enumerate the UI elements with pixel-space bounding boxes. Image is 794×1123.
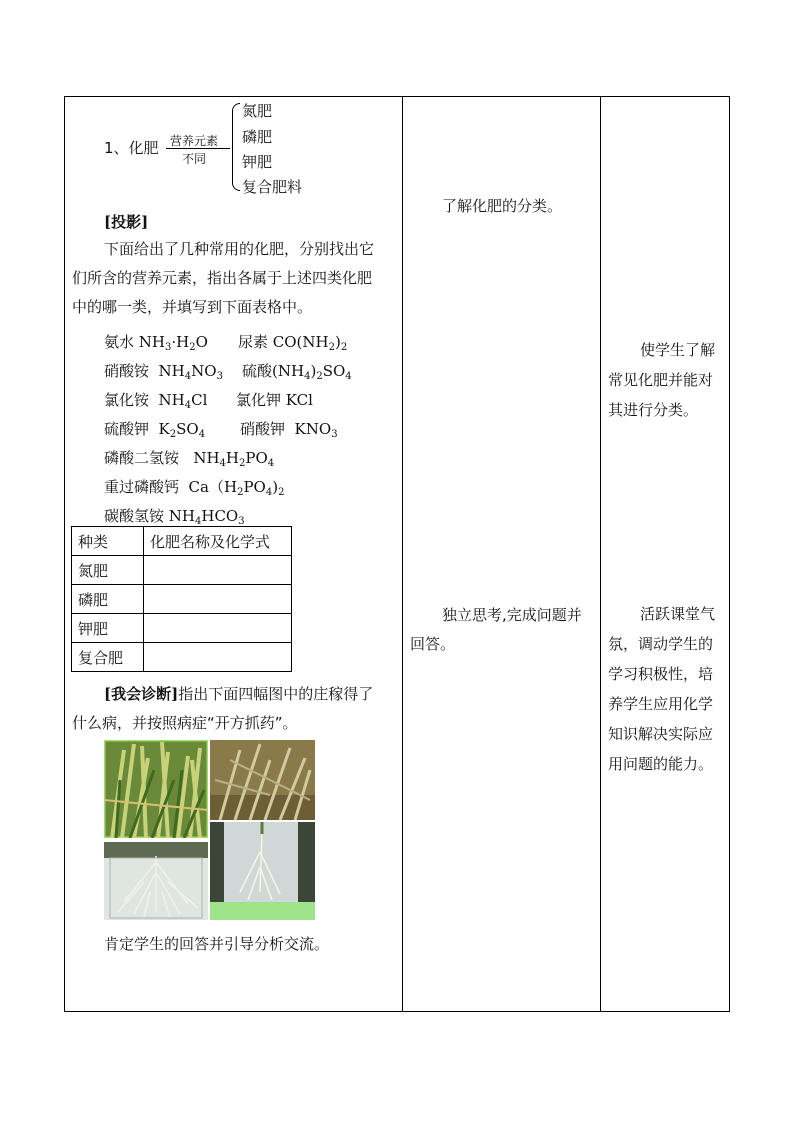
table-header-row xyxy=(72,527,292,556)
projection-heading: [投影] xyxy=(104,213,149,231)
fertilizer-potassium-chloride: 氯化钾 KCl xyxy=(236,391,313,409)
design-intent-1-line-2: 常见化肥并能对 xyxy=(608,371,714,389)
table-cell-type: 复合肥 xyxy=(72,643,144,672)
classification-table xyxy=(71,526,292,672)
fertilizer-type-potash: 钾肥 xyxy=(242,153,273,171)
table-header-type: 种类 xyxy=(72,527,144,556)
crop-photo-4 xyxy=(210,822,315,920)
table-header-names: 化肥名称及化学式 xyxy=(144,527,292,556)
design-intent-2-line-3: 学习积极性，培 xyxy=(608,665,714,683)
fertilizer-urea: 尿素 $CO(NH_2)_2$ xyxy=(238,333,348,353)
table-cell-type: 钾肥 xyxy=(72,614,144,643)
fertilizer-ammonia-water: 氨水 $NH_3\cdot H_2O$ xyxy=(104,333,208,353)
table-row xyxy=(72,556,292,585)
table-cell-answer xyxy=(144,614,292,643)
diagnosis-heading: [我会诊断] xyxy=(104,685,179,703)
fertilizer-triple-superphosphate: 重过磷酸钙 $Ca(H_2PO_4)_2$ xyxy=(104,478,285,498)
classification-brace xyxy=(232,103,240,191)
design-intent-2-line-6: 用问题的能力。 xyxy=(608,755,714,773)
fertilizer-type-phosphate: 磷肥 xyxy=(242,128,273,146)
fertilizer-potassium-sulfate: 硫酸钾 $K_2SO_4$ xyxy=(104,420,206,440)
table-row xyxy=(72,585,292,614)
table-cell-answer xyxy=(144,556,292,585)
design-intent-1-line-3: 其进行分类。 xyxy=(608,401,699,419)
fertilizer-potassium-nitrate: 硝酸钾 $KNO_3$ xyxy=(240,420,338,440)
table-cell-type: 磷肥 xyxy=(72,585,144,614)
design-intent-1-line-1: 使学生了解 xyxy=(640,341,716,359)
crop-photo-2 xyxy=(210,740,315,820)
diagnosis-paragraph-line-1: [我会诊断]指出下面四幅图中的庄稼得了 xyxy=(104,685,374,703)
projection-line-1: 下面给出了几种常用的化肥，分别找出它 xyxy=(104,240,375,258)
table-cell-answer xyxy=(144,585,292,614)
crop-photo-1 xyxy=(104,740,208,838)
table-row xyxy=(72,643,292,672)
table-cell-type: 氮肥 xyxy=(72,556,144,585)
closing-text: 肯定学生的回答并引导分析交流。 xyxy=(104,935,330,953)
classification-condition-bottom: 不同 xyxy=(182,152,207,166)
diagnosis-paragraph-line-2: 什么病，并按照病症“开方抓药”。 xyxy=(72,714,298,732)
table-row xyxy=(72,614,292,643)
design-intent-2-line-5: 知识解决实际应 xyxy=(608,725,714,743)
column-divider-1 xyxy=(402,96,403,1012)
fertilizer-type-compound: 复合肥料 xyxy=(242,178,303,196)
fertilizer-ammonium-chloride: 氯化铵 $NH_4Cl$ xyxy=(104,391,208,411)
fertilizer-ammonium-nitrate: 硝酸铵 $NH_4NO_3$ xyxy=(104,362,223,382)
fertilizer-type-nitrogen: 氮肥 xyxy=(242,102,273,120)
classification-condition-top: 营养元素 xyxy=(170,134,219,148)
fertilizer-ammonium-sulfate: 硫酸$(NH_4)_2SO_4$ xyxy=(242,362,352,382)
design-intent-2-line-2: 氛，调动学生的 xyxy=(608,635,714,653)
design-intent-2-line-1: 活跃课堂气 xyxy=(640,605,716,623)
student-activity-2-line-2: 回答。 xyxy=(410,635,456,653)
table-cell-answer xyxy=(144,643,292,672)
crop-photo-3 xyxy=(104,842,208,920)
projection-line-3: 中的哪一类，并填写到下面表格中。 xyxy=(72,298,313,316)
classification-prefix: 1、化肥 xyxy=(104,139,159,157)
projection-line-2: 们所含的营养元素，指出各属于上述四类化肥 xyxy=(72,269,373,287)
student-activity-1: 了解化肥的分类。 xyxy=(442,197,563,215)
column-divider-2 xyxy=(600,96,601,1012)
fertilizer-map: 磷酸二氢铵 $NH_4H_2PO_4$ xyxy=(104,449,275,469)
design-intent-2-line-4: 养学生应用化学 xyxy=(608,695,714,713)
fertilizer-ammonium-bicarbonate: 碳酸氢铵 $NH_4HCO_3$ xyxy=(104,507,245,527)
student-activity-2-line-1: 独立思考,完成问题并 xyxy=(442,606,582,624)
